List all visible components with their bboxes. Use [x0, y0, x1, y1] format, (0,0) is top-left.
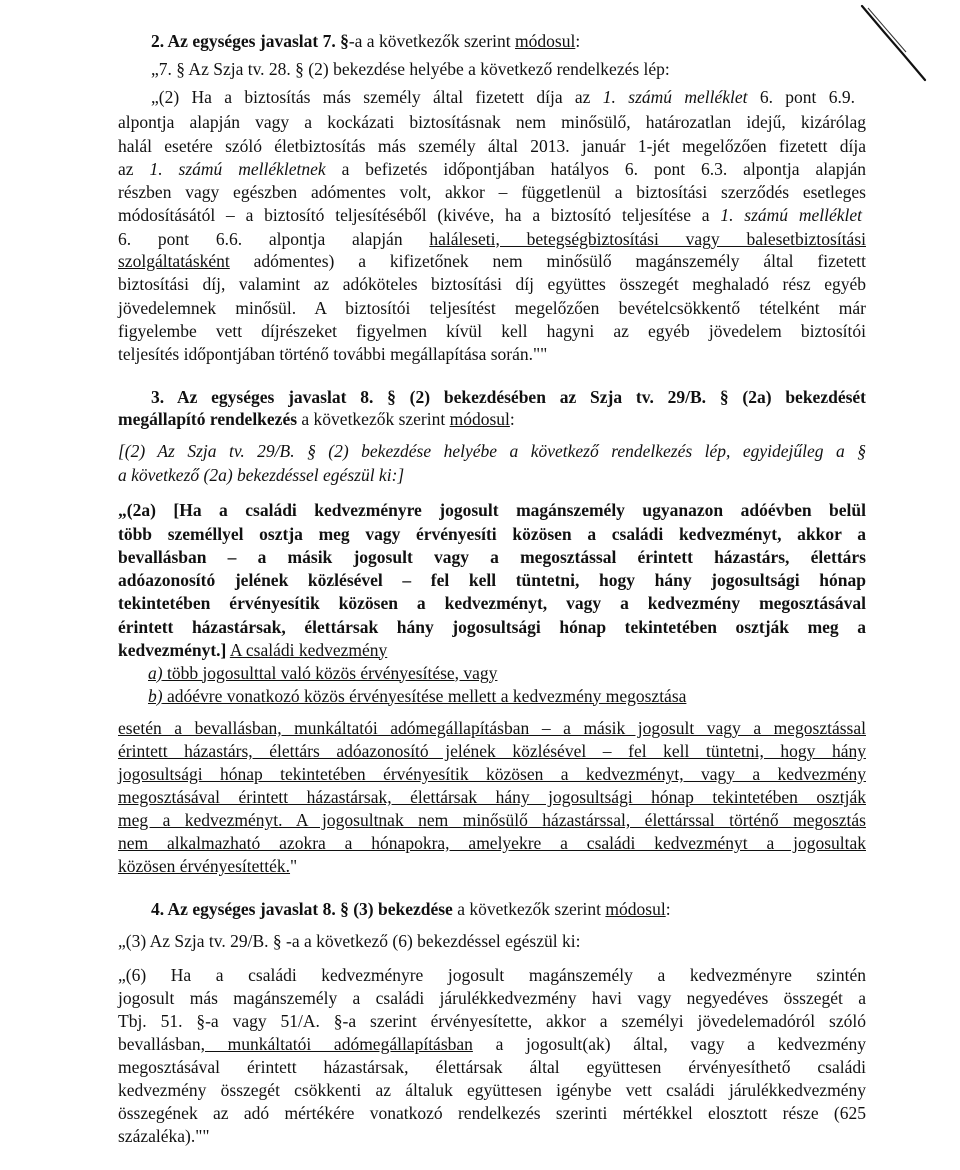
para-2a-line [118, 763, 866, 785]
para-29b-intro [118, 930, 866, 952]
text-run: a következők szerint [297, 409, 450, 430]
para-6-line [118, 1056, 866, 1078]
para-2a-line [118, 523, 866, 545]
text-run: : [665, 899, 671, 920]
para-2a-line [118, 809, 866, 831]
para-2a-line [118, 499, 866, 521]
para-2a-line [118, 639, 866, 661]
text-run: , munkáltatói adómegállapításban [200, 1033, 473, 1054]
text-run: jogosult más magánszemély a családi járulékkedvezmény havi vagy negyedéves összegét a [118, 987, 866, 1008]
para-2a-line [118, 740, 866, 762]
text-run: módosul [515, 31, 576, 52]
text-run: közösen érvényesítették. [118, 856, 291, 876]
text-run: a következők szerint [452, 899, 606, 920]
para-28-2-line [118, 297, 866, 319]
para-6-line [118, 987, 866, 1009]
para-2a-line [118, 786, 866, 808]
text-run: tekintetében érvényesítik közösen a kedvezményt, vagy a kedvezmény megosztásával [118, 593, 866, 614]
text-run: módosításától – a biztosító teljesítéséből (kivéve, ha a biztosító teljesítése a [118, 204, 721, 225]
text-run: : [575, 31, 581, 52]
text-run: teljesítés időpontjában történő további megállapítása során."" [118, 343, 548, 364]
para-6-line [118, 1102, 866, 1124]
text-run: adómentes) a kifizetőnek nem minősülő magánszemély által fizetett [229, 250, 866, 271]
text-run: érintett házastársak, élettársak hány jogosultsági hónap tekintetében osztják meg a [118, 616, 866, 637]
text-run: 3. Az egységes javaslat 8. § (2) bekezdésében az Szja tv. 29/B. § (2a) bekezdését [151, 387, 866, 408]
para-28-2-line [118, 273, 866, 295]
para-28-2-line [118, 181, 866, 203]
text-run: 6. pont 6.9. [747, 86, 856, 107]
para-2a-line [118, 569, 866, 591]
text-run: 1. számú melléklet [602, 86, 748, 107]
text-run: meg a kedvezményt. A jogosultnak nem minősülő házastárssal, élettárssal történő megosztás [118, 810, 866, 830]
item-2-heading [151, 30, 751, 52]
text-run: alpontja alapján vagy a kockázati biztosításnak nem minősülő, határozatlan idejű, kizárólag [118, 111, 866, 132]
para-28-2-line [118, 228, 866, 250]
para-2a-line [118, 855, 866, 877]
text-run: : [509, 409, 515, 430]
para-28-2-line [118, 320, 866, 342]
text-run: az [118, 158, 150, 179]
text-run: több személlyel osztja meg vagy érvényesíti közösen a családi kedvezményt, akkor a [118, 524, 866, 545]
para-6-line [118, 1125, 866, 1147]
text-run: figyelembe vett díjrészeket figyelmen kívül kell hagyni az egyéb jövedelem biztosítói [118, 320, 866, 341]
para-2a-line [118, 717, 866, 739]
text-run: adóévre vonatkozó közös érvényesítése mellett a kedvezmény megosztása [162, 685, 687, 706]
text-run: [(2) Az Szja tv. 29/B. § (2) bekezdése helyébe a következő rendelkezés lép, egyidejűleg a § [118, 441, 866, 462]
text-run: -a a következők szerint [348, 31, 516, 52]
text-run: Tbj. 51. §-a vagy 51/A. §-a szerint érvényesítette, akkor a személyi jövedelemadóról szóló [118, 1010, 866, 1031]
text-run: részben vagy egészben adómentes volt, akkor – függetlenül a biztosítási szerződés esetleges [118, 181, 866, 202]
text-run: szolgáltatásként [118, 250, 230, 271]
text-run: bevallásban – a másik jogosult vagy a megosztással érintett házastárs, élettárs [118, 547, 866, 568]
text-run: megosztásával érintett házastársak, élettársak által együttesen érvényesíthető családi [118, 1056, 866, 1077]
text-run: 1. számú mellékletnek [149, 158, 326, 179]
text-run: a jogosult(ak) által, vagy a kedvezmény [472, 1033, 866, 1054]
para-7-intro [151, 58, 751, 80]
para-2a-line [118, 616, 866, 638]
text-run: a) [148, 662, 163, 683]
text-run: haláleseti, betegségbiztosítási vagy balesetbiztosítási [429, 228, 866, 249]
para-28-2-line [118, 343, 866, 365]
text-run: b) [148, 685, 163, 706]
para-6-line [118, 1033, 866, 1055]
para-2a-line [118, 832, 866, 854]
text-run: 1. számú melléklet [720, 204, 862, 225]
para-28-2-line [118, 111, 866, 133]
para-28-2-line [118, 204, 862, 226]
text-run: nem alkalmazható azokra a hónapokra, amelyekre a családi kedvezményt a jogosultak [118, 833, 866, 853]
para-2a-line [118, 592, 866, 614]
point-b [148, 685, 848, 707]
text-run: bevallásban [118, 1033, 201, 1054]
para-2a-line [118, 546, 866, 568]
text-run: esetén a bevallásban, munkáltatói adómegállapításban – a másik jogosult vagy a megosztással [118, 717, 866, 738]
point-a [148, 662, 848, 684]
para-28-2-line [118, 135, 866, 157]
text-run: a befizetés időpontjában hatályos 6. pont 6.3. alpontja alapján [325, 158, 866, 179]
text-run: módosul [605, 899, 666, 920]
para-6-line [118, 964, 866, 986]
text-run: kedvezményt.] [118, 639, 227, 660]
text-run: kedvezmény összegét csökkenti az általuk együttesen igénybe vett családi járulékkedvezmény [118, 1079, 866, 1100]
item-4-heading [151, 898, 811, 920]
para-6-line [118, 1010, 866, 1032]
item-3-heading-cont [118, 408, 866, 430]
text-run: javaslat 7. § [259, 31, 349, 52]
text-run: 4. Az egységes [151, 899, 260, 920]
text-run: halál esetére szóló életbiztosítás más személy által 2013. január 1-jét megelőzően fizetett díja [118, 135, 866, 156]
text-run: adóazonosító jelének közlésével – fel kell tüntetni, hogy hány jogosultsági hónap [118, 570, 866, 591]
text-run: " [290, 856, 298, 876]
text-run: biztosítási díj, valamint az adóköteles biztosítási díj együttes összegét meghaladó rész egyéb [118, 273, 866, 294]
text-run: megosztásával érintett házastársak, élettársak hány jogosultsági hónap tekintetében osztják [118, 786, 866, 807]
text-run: érintett házastárs, élettárs adóazonosító jelének közlésével – fel kell tüntetni, hogy hány [118, 740, 866, 761]
text-run: jogosultsági hónap tekintetében érvényesítik közösen a kedvezményt, vagy a kedvezmény [118, 763, 866, 784]
text-run: megállapító rendelkezés [118, 409, 298, 430]
text-run: „(3) Az Szja tv. 29/B. § -a a következő (6) bekezdéssel egészül ki: [118, 930, 581, 951]
text-run: jövedelemnek minősül. A biztosítói teljesítést megelőzően bevételcsökkentő tételként már [118, 297, 866, 318]
item-3-heading [151, 386, 866, 408]
text-run: módosul [449, 409, 510, 430]
text-run: a következő (2a) bekezdéssel egészül ki:] [118, 464, 405, 485]
text-run: javaslat 8. § (3) bekezdése [259, 899, 453, 920]
para-28-2-line [118, 250, 866, 272]
para-28-2-line [118, 158, 866, 180]
text-run: százaléka)."" [118, 1126, 210, 1146]
text-run: „7. § Az Szja tv. 28. § (2) bekezdése helyébe a következő rendelkezés lép: [151, 59, 670, 79]
para-28-2-line [151, 86, 855, 108]
text-run: 2. Az egységes [151, 31, 260, 52]
bracketed-note [118, 440, 866, 462]
para-6-line [118, 1079, 866, 1101]
text-run: összegének az adó mértékére vonatkozó rendelkezés szerinti mértékkel elosztott része (625 [118, 1103, 866, 1123]
text-run: „(2a) [Ha a családi kedvezményre jogosult magánszemély ugyanazon adóévben belül [118, 499, 866, 520]
bracketed-note [118, 464, 866, 486]
text-run: 6. pont 6.6. alpontja alapján [118, 228, 430, 249]
text-run: több jogosulttal való közös érvényesítése, vagy [162, 662, 498, 683]
text-run: A családi kedvezmény [229, 639, 388, 660]
text-run: „(6) Ha a családi kedvezményre jogosult magánszemély a kedvezményre szintén [118, 964, 866, 985]
text-run: „(2) Ha a biztosítás más személy által fizetett díja az [151, 86, 603, 107]
